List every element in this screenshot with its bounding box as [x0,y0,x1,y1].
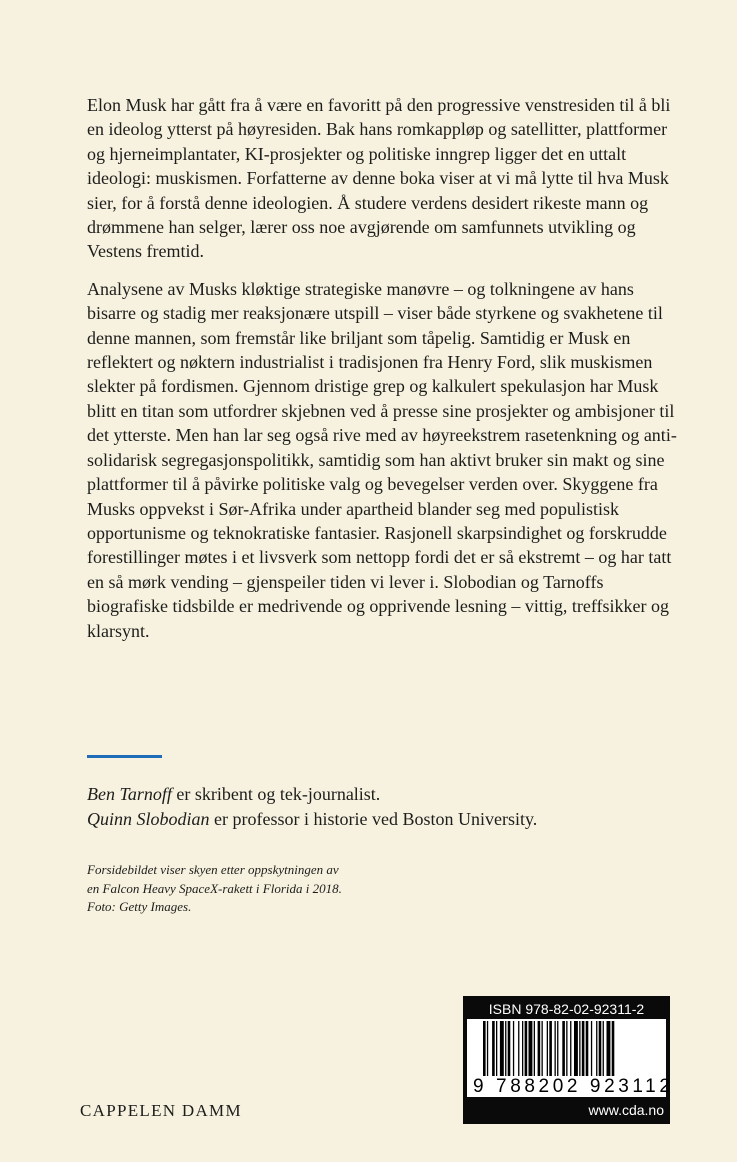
blurb-paragraph-1: Elon Musk har gått fra å være en favoritt på den progressive venstresiden til å bli en ideolog ytterst på høyresiden. Bak hans romkappløp og satellitter, plattformer og hjerneimplantater, KI-prosjekter og politiske inngrep ligger det en uttalt ideologi: muskismen. Forfatterne av denne boka viser at vi må lytte til hva Musk sier, for å forstå denne ideologien. Å studere verdens desidert rikeste mann og drømmene han selger, lærer oss noe avgjørende om samfunnets utvikling og Vestens fremtid. [87,95,671,262]
cover-photo-credit [87,861,487,917]
author-bios [87,782,687,831]
isbn-label: ISBN 978-82-02-92311-2 [488,1001,645,1017]
credit-line-3: Foto: Getty Images. [87,899,192,914]
publisher-logo: CAPPELEN DAMM [80,1101,242,1120]
credit-line-1: Forsidebildet viser skyen etter oppskytningen av [87,862,339,877]
barcode-area [467,1019,674,1097]
blurb-paragraph-2: Analysene av Musks kløktige strategiske manøvre – og tolkningene av hans bisarre og stadig mer reaksjonære utspill – viser både styrkene og svakhetene til denne mannen, som fremstår like briljant som tåpelig. Samtidig er Musk en reflektert og nøktern industrialist i tradisjonen fra Henry Ford, slik muskismen slekter på fordismen. Gjennom dristige grep og kalkulert spekulasjon har Musk blitt en titan som utfordrer skjebnen ved å presse sine prosjekter og ambisjoner til det ytterste. Men han lar seg også rive med av høyreekstrem rasetenkning og anti-solidarisk segregasjonspolitikk, samtidig som han aktivt bruker sin makt og sine plattformer til å påvirke politiske valg og bevegelser verden over. Skyggene fra Musks oppvekst i Sør-Afrika under apartheid blander seg med populistisk opportunisme og teknokratiske fantasier. Rasjonell skarpsindighet og forskrudde forestillinger møtes i et livsverk som nettopp fordi det er så ekstremt – og har tatt en så mørk vending – gjenspeiler tiden vi lever i. Slobodian og Tarnoffs biografiske tidsbilde er medrivende og opprivende lesning – vittig, treffsikker og klarsynt. [87,278,677,641]
author-desc-1: er skribent og tek-journalist. [176,784,381,804]
blurb-text [87,93,687,643]
publisher-website: www.cda.no [588,1102,664,1118]
accent-divider [87,755,162,758]
credit-line-2: en Falcon Heavy SpaceX-rakett i Florida i 2018. [87,880,342,896]
barcode-digits: 9 788202 923112 [473,1076,674,1097]
author-desc-2: er professor i historie ved Boston University. [214,808,538,829]
author-name-2: Quinn Slobodian [87,808,210,829]
author-bio-2 [87,807,687,832]
barcode-box [463,996,674,1124]
author-bio-1 [87,782,687,807]
author-name-1: Ben Tarnoff [87,784,172,804]
